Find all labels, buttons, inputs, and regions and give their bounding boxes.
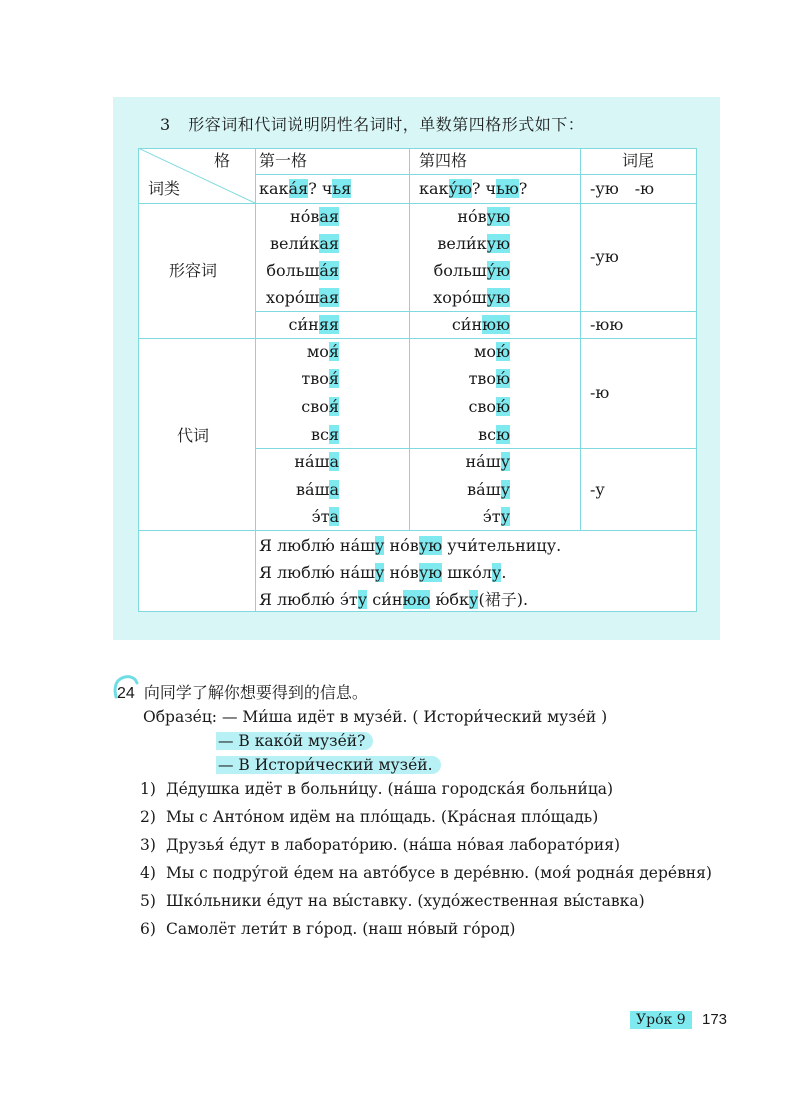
pron-nom-row: э́та bbox=[311, 507, 339, 526]
grammar-number: 3 bbox=[160, 115, 171, 134]
col-ending: 词尾 bbox=[622, 151, 655, 170]
pron-acc-row: свою́ bbox=[468, 397, 510, 416]
adj-ending-hard: -ую bbox=[590, 247, 619, 266]
pron-nom-row: моя́ bbox=[306, 342, 339, 361]
example-sentence: Я люблю́ на́шу но́вую шко́лу. bbox=[259, 563, 507, 582]
pron-acc-row: ва́шу bbox=[467, 480, 510, 499]
adjective-label: 形容词 bbox=[169, 261, 218, 280]
adj-nom-row: но́вая bbox=[290, 207, 339, 226]
pron-ending-hard: -у bbox=[590, 480, 605, 499]
sample-reply: — В како́й музе́й? bbox=[216, 732, 373, 750]
col-nominative: 第一格 bbox=[259, 151, 308, 170]
col-accusative: 第四格 bbox=[419, 151, 468, 170]
pron-nom-row: вся bbox=[310, 425, 339, 444]
grammar-title-text: 形容词和代词说明阴性名词时，单数第四格形式如下： bbox=[188, 115, 585, 134]
lesson-badge: Уро́к 9 bbox=[630, 1011, 692, 1029]
exercise-number: 24 bbox=[117, 685, 135, 702]
question-nominative: кака́я? чья bbox=[259, 179, 352, 198]
list-item: 6) Самолёт лети́т в го́род. (наш но́вый го́род) bbox=[140, 920, 516, 938]
list-item: 4) Мы с подру́гой е́дем на авто́бусе в дере́вню. (моя́ родна́я дере́вня) bbox=[140, 864, 712, 882]
pronoun-label: 代词 bbox=[177, 426, 210, 445]
pron-nom-row: своя́ bbox=[301, 397, 339, 416]
exercise-title: 向同学了解你想要得到的信息。 bbox=[143, 683, 368, 702]
page-number: 173 bbox=[702, 1011, 728, 1028]
adj-acc-row: но́вую bbox=[457, 207, 510, 226]
adj-soft-nom: си́няя bbox=[288, 315, 339, 334]
adj-acc-row: большу́ю bbox=[433, 261, 510, 280]
declension-table bbox=[138, 148, 697, 612]
pron-nom-row: ва́ша bbox=[296, 480, 339, 499]
sample-question: — Ми́ша идёт в музе́й. ( Истори́ческий музе́й ) bbox=[221, 708, 608, 726]
adj-nom-row: хоро́шая bbox=[265, 288, 339, 307]
adj-nom-row: больша́я bbox=[266, 261, 339, 280]
example-sentence: Я люблю́ на́шу но́вую учи́тельницу. bbox=[259, 536, 562, 555]
question-ending: -ую -ю bbox=[590, 179, 655, 198]
question-accusative: каку́ю? чью? bbox=[419, 179, 528, 198]
pron-nom-row: твоя́ bbox=[301, 369, 339, 388]
exercise-heading bbox=[117, 680, 368, 703]
adj-acc-row: хоро́шую bbox=[433, 288, 510, 307]
pron-acc-row: на́шу bbox=[465, 452, 510, 471]
list-item: 5) Шко́льники е́дут на вы́ставку. (худо́жественная вы́ставка) bbox=[140, 892, 645, 910]
sample-label: Образе́ц: bbox=[143, 708, 218, 726]
example-sentence: Я люблю́ э́ту си́нюю ю́бку(裙子). bbox=[259, 590, 529, 609]
grammar-title bbox=[160, 112, 584, 135]
list-item: 1) Де́душка идёт в больни́цу. (на́ша городска́я больни́ца) bbox=[140, 780, 614, 798]
pron-acc-row: мою́ bbox=[473, 342, 510, 361]
case-label: 格 bbox=[214, 151, 231, 170]
pos-label: 词类 bbox=[148, 179, 181, 198]
sample-line bbox=[143, 708, 607, 726]
list-item: 2) Мы с Анто́ном идём на пло́щадь. (Кра́сная пло́щадь) bbox=[140, 808, 599, 826]
adj-nom-row: вели́кая bbox=[270, 234, 339, 253]
pron-acc-row: э́ту bbox=[482, 507, 510, 526]
pron-acc-row: твою́ bbox=[468, 369, 510, 388]
sample-answer: — В Истори́ческий музе́й. bbox=[216, 756, 441, 774]
pron-ending-soft: -ю bbox=[590, 383, 610, 402]
adj-ending-soft: -юю bbox=[590, 315, 624, 334]
adj-acc-row: вели́кую bbox=[437, 234, 510, 253]
list-item: 3) Друзья́ е́дут в лаборато́рию. (на́ша но́вая лаборато́рия) bbox=[140, 836, 621, 854]
pron-acc-row: всю bbox=[478, 425, 510, 444]
adj-soft-acc: си́нюю bbox=[451, 315, 510, 334]
pron-nom-row: на́ша bbox=[294, 452, 339, 471]
